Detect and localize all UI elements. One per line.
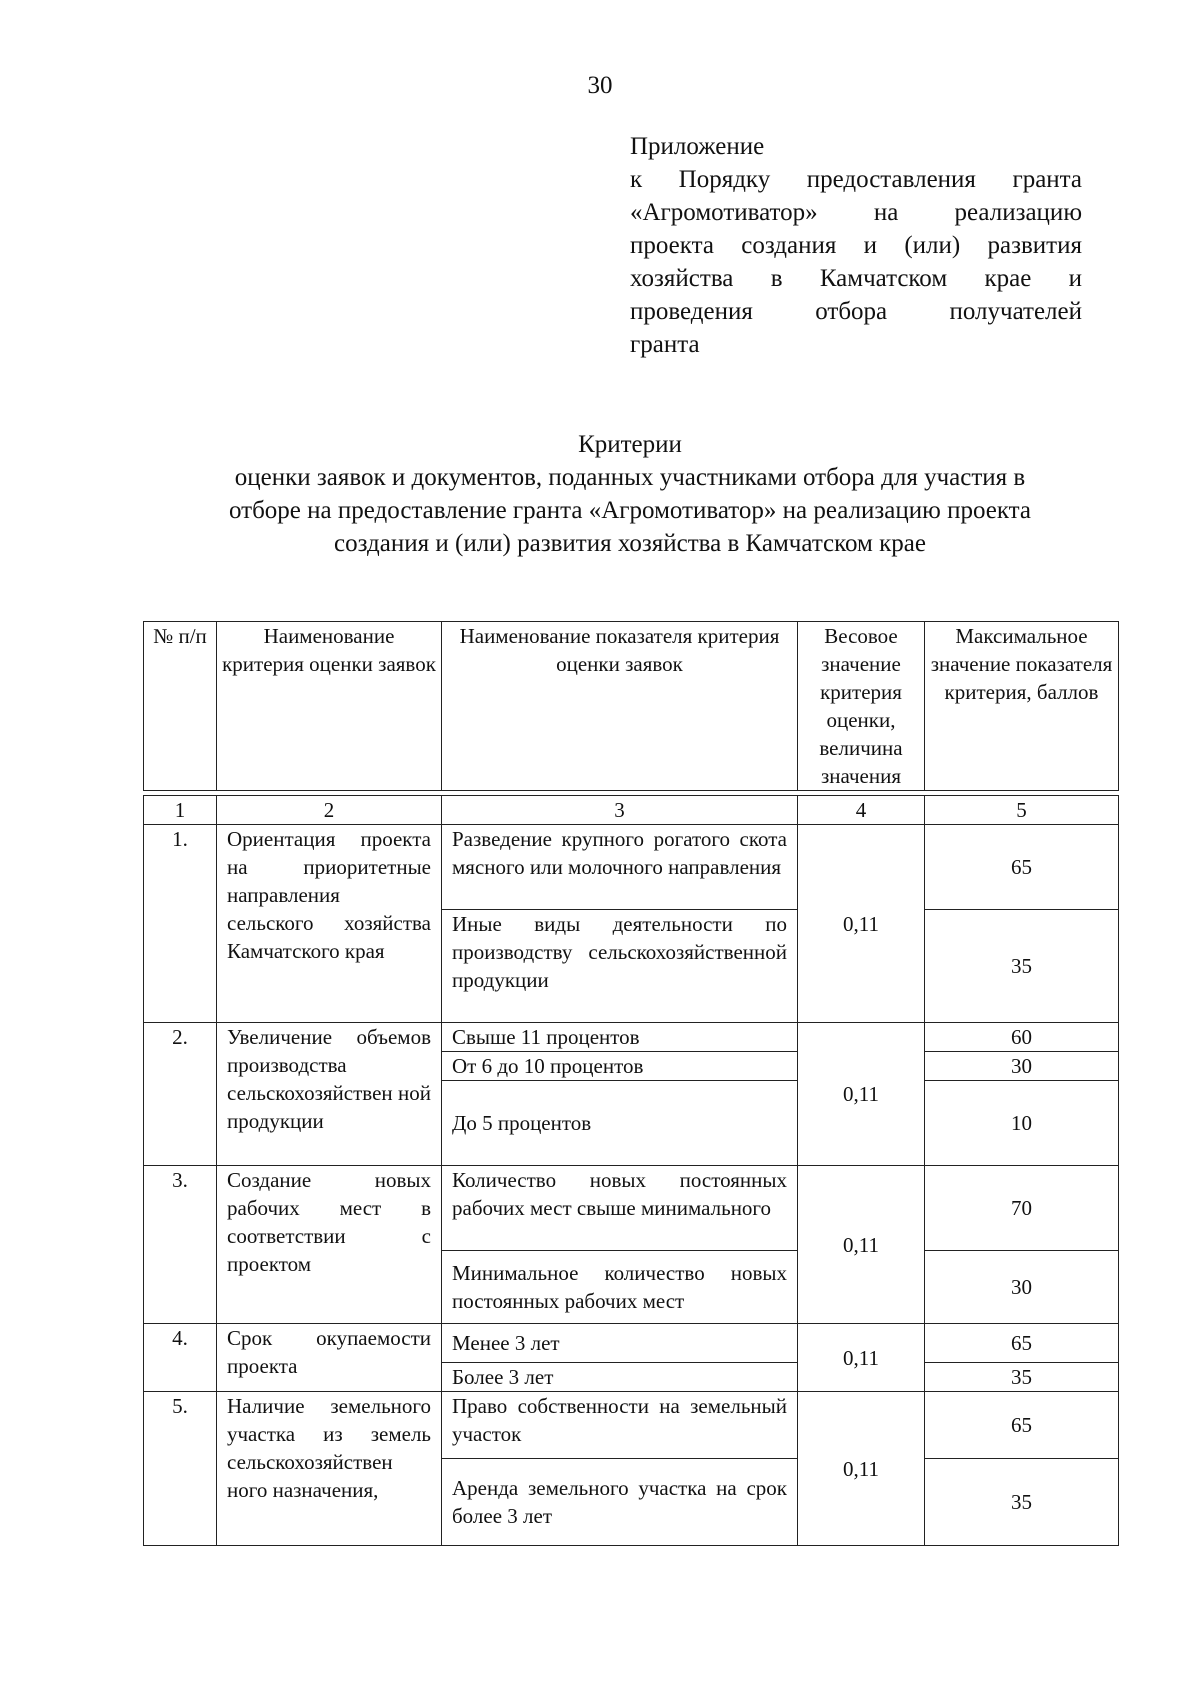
- indicator-text: Свыше 11 процентов: [442, 1023, 798, 1052]
- points-value: 35: [925, 910, 1119, 1023]
- indicator-text: Иные виды деятельности по производству сельскохозяйственной продукции: [442, 910, 798, 1023]
- table-row: [144, 1166, 1119, 1251]
- appendix-line: гранта: [630, 331, 700, 358]
- points-value: 65: [925, 1324, 1119, 1363]
- header-cell: Наименование критерия оценки заявок: [217, 622, 442, 791]
- indicator-text: Количество новых постоянных рабочих мест свыше минимального: [442, 1166, 798, 1251]
- column-number: 4: [798, 796, 925, 825]
- row-number: 1.: [144, 825, 217, 1023]
- title-line: отборе на предоставление гранта «Агромотиватор» на реализацию проекта: [228, 497, 1032, 524]
- indicator-text: До 5 процентов: [442, 1081, 798, 1166]
- appendix-heading: Приложение: [630, 133, 765, 160]
- table-row: [144, 1324, 1119, 1363]
- criteria-table: [143, 621, 1119, 1546]
- appendix-block: [630, 130, 1082, 361]
- title-main: Критерии: [578, 431, 682, 458]
- row-number: 4.: [144, 1324, 217, 1392]
- points-value: 30: [925, 1251, 1119, 1324]
- header-cell: № п/п: [144, 622, 217, 791]
- weight-value: 0,11: [798, 1392, 925, 1546]
- points-value: 35: [925, 1363, 1119, 1392]
- column-number: 5: [925, 796, 1119, 825]
- indicator-text: Право собственности на земельный участок: [442, 1392, 798, 1459]
- points-value: 35: [925, 1459, 1119, 1546]
- document-title: [150, 428, 1110, 560]
- indicator-text: Разведение крупного рогатого скота мясного или молочного направления: [442, 825, 798, 910]
- row-number: 5.: [144, 1392, 217, 1546]
- appendix-line: к Порядку предоставления гранта: [630, 166, 1082, 193]
- points-value: 65: [925, 825, 1119, 910]
- header-cell: Наименование показателя критерия оценки заявок: [442, 622, 798, 791]
- appendix-line: хозяйства в Камчатском крае и: [630, 265, 1082, 292]
- indicator-text: Аренда земельного участка на срок более 3 лет: [442, 1459, 798, 1546]
- criterion-name: Наличие земельного участка из земель сельскохозяйствен ного назначения,: [217, 1392, 442, 1546]
- appendix-line: «Агромотиватор» на реализацию: [630, 199, 1082, 226]
- table-row: [144, 825, 1119, 910]
- points-value: 70: [925, 1166, 1119, 1251]
- indicator-text: Менее 3 лет: [442, 1324, 798, 1363]
- weight-value: 0,11: [798, 1023, 925, 1166]
- indicator-text: Минимальное количество новых постоянных рабочих мест: [442, 1251, 798, 1324]
- table-row: [144, 1023, 1119, 1052]
- title-line: оценки заявок и документов, поданных участниками отбора для участия в: [234, 464, 1026, 491]
- points-value: 10: [925, 1081, 1119, 1166]
- page-number: 30: [587, 72, 613, 99]
- column-number: 2: [217, 796, 442, 825]
- column-number: 1: [144, 796, 217, 825]
- points-value: 60: [925, 1023, 1119, 1052]
- weight-value: 0,11: [798, 1324, 925, 1392]
- weight-value: 0,11: [798, 1166, 925, 1324]
- criterion-name: Ориентация проекта на приоритетные направления сельского хозяйства Камчатского края: [217, 825, 442, 1023]
- title-line: создания и (или) развития хозяйства в Камчатском крае: [334, 530, 926, 557]
- appendix-line: проекта создания и (или) развития: [630, 232, 1082, 259]
- weight-value: 0,11: [798, 825, 925, 1023]
- table-header-row: [144, 622, 1119, 791]
- points-value: 30: [925, 1052, 1119, 1081]
- header-cell: Весовое значение критерия оценки, величина значения: [798, 622, 925, 791]
- table-row: [144, 1392, 1119, 1459]
- column-number-row: [144, 796, 1119, 825]
- indicator-text: От 6 до 10 процентов: [442, 1052, 798, 1081]
- column-number: 3: [442, 796, 798, 825]
- appendix-line: проведения отбора получателей: [630, 298, 1082, 325]
- header-cell: Максимальное значение показателя критерия, баллов: [925, 622, 1119, 791]
- points-value: 65: [925, 1392, 1119, 1459]
- row-number: 3.: [144, 1166, 217, 1324]
- row-number: 2.: [144, 1023, 217, 1166]
- criterion-name: Увеличение объемов производства сельскохозяйствен ной продукции: [217, 1023, 442, 1166]
- indicator-text: Более 3 лет: [442, 1363, 798, 1392]
- criterion-name: Создание новых рабочих мест в соответствии с проектом: [217, 1166, 442, 1324]
- criterion-name: Срок окупаемости проекта: [217, 1324, 442, 1392]
